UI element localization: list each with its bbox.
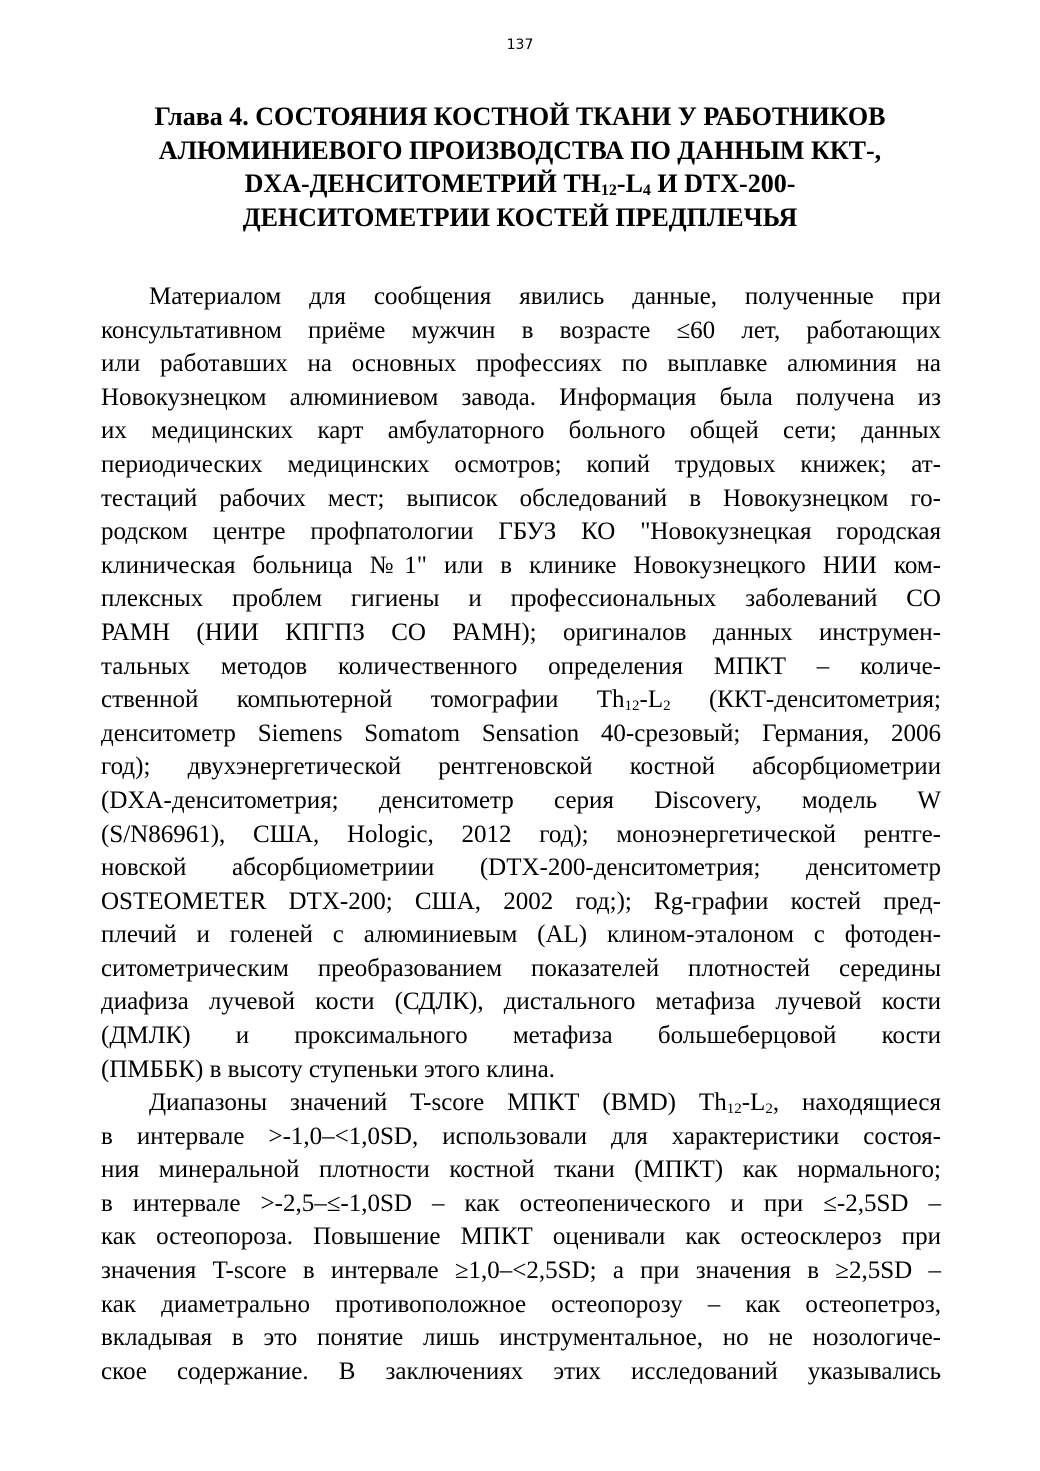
title-line <box>0 167 1040 201</box>
text-line: плексных проблем гигиены и профессиональных заболеваний СО <box>101 585 941 613</box>
page-number: 137 <box>506 37 534 53</box>
text-line: в интервале >-1,0–<1,0SD, использовали для характеристики состоя- <box>101 1122 941 1150</box>
title-line: Глава 4. СОСТОЯНИЯ КОСТНОЙ ТКАНИ У РАБОТНИКОВ <box>154 102 886 131</box>
line-text: -L <box>741 1089 766 1116</box>
text-line: или работавших на основных профессиях по выплавке алюминия на <box>101 350 941 378</box>
line-text: Диапазоны значений T-score МПКТ (BMD) Th <box>149 1089 727 1116</box>
text-line: (S/N86961), США, Hologic, 2012 год); моноэнергетической рентге- <box>101 820 941 848</box>
title-text: DXA-ДЕНСИТОМЕТРИЙ TH <box>244 169 601 198</box>
title-text: И DTX-200- <box>650 169 796 198</box>
text-line: их медицинских карт амбулаторного больного общей сети; данных <box>101 417 941 445</box>
subscript: 2 <box>663 698 671 715</box>
text-line: денситометр Siemens Somatom Sensation 40-срезовый; Германия, 2006 <box>101 719 941 747</box>
text-line: (ДМЛК) и проксимального метафиза большеберцовой кости <box>101 1022 941 1050</box>
text-line: в интервале >-2,5–≤-1,0SD – как остеопенического и при ≤-2,5SD – <box>101 1189 941 1217</box>
text-line: РАМН (НИИ КПГПЗ СО РАМН); оригиналов данных инструмен- <box>101 618 941 646</box>
title-line: АЛЮМИНИЕВОГО ПРОИЗВОДСТВА ПО ДАННЫМ ККТ-, <box>158 135 882 165</box>
title-line: ДЕНСИТОМЕТРИИ КОСТЕЙ ПРЕДПЛЕЧЬЯ <box>242 202 798 232</box>
text-line <box>101 1086 941 1120</box>
text-line: как остеопороза. Повышение МПКТ оценивали как остеосклероз при <box>101 1223 941 1251</box>
text-line: периодических медицинских осмотров; копий трудовых книжек; ат- <box>101 450 941 478</box>
paragraph-ranges <box>101 1086 941 1388</box>
line-text: , находящиеся <box>772 1089 942 1116</box>
text-line <box>101 683 941 717</box>
chapter-title <box>0 100 1040 234</box>
text-line: год); двухэнергетической рентгеновской костной абсорбциометрии <box>101 753 941 781</box>
paragraph-materials <box>101 280 941 1086</box>
text-line: OSTEOMETER DTX-200; США, 2002 год;); Rg-графии костей пред- <box>101 887 941 915</box>
text-line: (ПМББК) в высоту ступеньки этого клина. <box>101 1055 555 1083</box>
subscript: 12 <box>726 1101 742 1117</box>
text-line: ния минеральной плотности костной ткани (МПКТ) как нормального; <box>101 1156 941 1184</box>
title-text: -L <box>616 169 643 198</box>
text-line: ситометрическим преобразованием показателей плотностей середины <box>101 954 941 982</box>
text-line: новской абсорбциометриии (DTX-200-денситометрия; денситометр <box>101 854 941 882</box>
subscript: 2 <box>765 1101 773 1117</box>
text-line: тальных методов количественного определения МПКТ – количе- <box>101 652 941 680</box>
text-line: диафиза лучевой кости (СДЛК), дистального метафиза лучевой кости <box>101 988 941 1016</box>
text-line: клиническая больница №1" или в клинике Новокузнецкого НИИ ком- <box>101 551 941 579</box>
text-line: ское содержание. В заключениях этих исследований указывались <box>101 1357 941 1385</box>
subscript: 12 <box>624 698 640 715</box>
text-line: родском центре профпатологии ГБУЗ КО "Новокузнецкая городская <box>101 518 941 546</box>
text-line: консультативном приёме мужчин в возрасте ≤60 лет, работающих <box>101 316 941 344</box>
subscript: 4 <box>642 182 651 199</box>
text-line: как диаметрально противоположное остеопорозу – как остеопетроз, <box>101 1290 941 1318</box>
line-text: (ККТ-денситометрия; <box>670 686 941 714</box>
text-line: (DXA-денситометрия; денситометр серия Discovery, модель W <box>101 786 941 814</box>
text-line: Материалом для сообщения явились данные, полученные при <box>149 283 941 310</box>
text-line: вкладывая в это понятие лишь инструментальное, но не нозологиче- <box>101 1324 941 1352</box>
text-line: Новокузнецком алюминиевом завода. Информация была получена из <box>101 383 941 411</box>
text-line: плечий и голеней с алюминиевым (AL) клином-эталоном с фотоден- <box>101 921 941 949</box>
text-line: значения T-score в интервале ≥1,0–<2,5SD; а при значения в ≥2,5SD – <box>101 1256 941 1284</box>
text-line: тестаций рабочих мест; выписок обследований в Новокузнецком го- <box>101 484 941 512</box>
subscript: 12 <box>600 182 617 199</box>
line-text: -L <box>639 686 664 714</box>
line-text: ственной компьютерной томографии Th <box>101 686 625 714</box>
